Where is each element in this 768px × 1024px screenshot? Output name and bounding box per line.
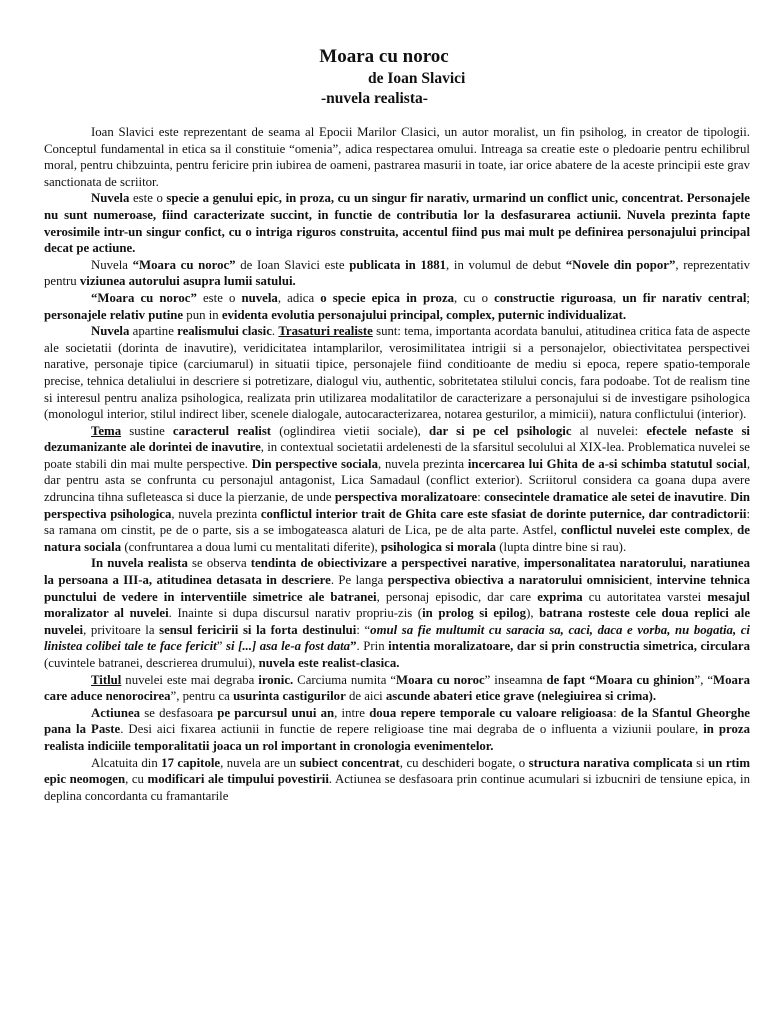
- text-run: , cu o: [454, 290, 495, 305]
- paragraph: [44, 190, 750, 256]
- text-run: “Moara cu noroc”: [91, 290, 197, 305]
- text-run: este o: [196, 290, 242, 305]
- text-run: Moara care aduce nenorocirea: [44, 672, 750, 704]
- text-run: , dar pentru asta se confrunta cu personajul antagonist, Lica Samadaul (conflict exterior). Scriitorul considera ca goana dupa avere zdruncina tihna sufleteasca si duce la pierzanie, de unde: [44, 456, 751, 505]
- text-run: psihologica si morala: [380, 539, 497, 554]
- text-run: Trasaturi realiste: [278, 324, 373, 339]
- text-run: Nuvela: [91, 257, 133, 272]
- text-run: personajele relativ putine: [44, 307, 184, 322]
- paragraph: [44, 555, 750, 671]
- text-run: de aici: [345, 689, 386, 704]
- text-run: nuvelei este mai degraba: [121, 672, 259, 687]
- text-run: ;: [746, 290, 750, 305]
- text-run: 17 capitole: [161, 755, 221, 770]
- text-run: specie a genului epic, in proza, cu un singur fir narativ, urmarind un conflict unic, concentrat. Personajele nu sunt numeroase, fiind caracterizate succint, in functie de contributia lor la desfasurarea actiunii. Nuvela prezinta fapte verosimile intr-un singur confict, cu o intriga riguros construita, accentul fiind pus mai mult pe definirea personajului principal decat pe actiune.: [44, 191, 750, 256]
- text-run: pe parcursul unui an: [217, 705, 335, 720]
- text-run: (confruntarea a doua lumi cu mentalitati diferite),: [121, 539, 381, 554]
- text-run: . Actiunea se desfasoara prin continue acumulari si izbucniri de tensiune epica, in deplina concordanta cu framantarile: [44, 772, 750, 803]
- text-run: ,: [516, 556, 524, 571]
- text-run: .: [271, 324, 279, 339]
- text-run: realismului clasic: [177, 324, 272, 339]
- text-run: pun in: [183, 307, 222, 322]
- text-run: batrana rosteste cele doua replici ale nuvelei: [44, 606, 750, 637]
- text-run: Din perspective sociala: [251, 456, 378, 471]
- text-run: sensul fericirii si la forta destinului: [159, 622, 357, 637]
- text-run: de Ioan Slavici este: [235, 257, 350, 272]
- text-run: ),: [526, 606, 540, 621]
- text-run: (lupta dintre bine si rau).: [496, 539, 627, 554]
- text-run: un rtim epic neomogen: [44, 755, 750, 787]
- paragraph: [44, 755, 750, 805]
- text-run: publicata in 1881: [349, 257, 447, 272]
- paragraph: [44, 124, 750, 190]
- text-run: Titlul: [91, 672, 122, 687]
- text-run: , cu deschideri bogate, o: [399, 755, 529, 770]
- text-run: al nuvelei:: [571, 423, 647, 438]
- paragraph: [44, 672, 750, 705]
- document-title: Moara cu noroc: [319, 46, 449, 67]
- text-run: , intre: [334, 705, 370, 720]
- text-run: “Moara cu noroc”: [132, 257, 236, 272]
- paragraph: [44, 323, 750, 423]
- text-run: se observa: [187, 556, 251, 571]
- text-run: ”: [216, 639, 226, 654]
- text-run: dar si pe cel psihologic: [429, 423, 572, 438]
- paragraph: [44, 705, 750, 755]
- text-run: mesajul moralizator al nuvelei: [44, 589, 750, 621]
- text-run: in prolog si epilog: [422, 606, 527, 621]
- text-run: : sa ramana om cinstit, pe de o parte, sis a se imbogateasca alaturi de Lica, pe de alta parte. Astfel,: [44, 506, 750, 538]
- text-run: ,: [613, 290, 623, 305]
- text-run: Ioan Slavici este reprezentant de seama al Epocii Marilor Clasici, un autor moralist, un fin psiholog, in creator de tipologii. Conceptul fundamental in etica sa il constituie “omenia”, adica respectarea omului. Intreaga sa creatie este o pledoarie pentru echilibrul moral, pentru chibzuinta, pentru fericire prin iubirea de oameni, pastrarea masurii in toate, iar orice abatere de la aceste principii este grav sanctionata de scriitor.: [44, 125, 750, 189]
- text-run: modificari ale timpului povestirii: [147, 772, 329, 787]
- text-run: . Pe langa: [330, 573, 388, 588]
- text-run: ”, pentru ca: [170, 689, 234, 704]
- text-run: , nuvela prezinta: [171, 506, 261, 521]
- text-run: (oglindirea vietii sociale),: [271, 423, 430, 438]
- text-run: , adica: [277, 290, 321, 305]
- text-run: Tema: [91, 423, 122, 438]
- text-run: nuvela: [241, 290, 278, 305]
- text-run: consecintele dramatice ale setei de inavutire: [484, 490, 724, 505]
- text-run: tendinta de obiectivizare a perspectivei narative: [250, 556, 517, 571]
- text-run: doua repere temporale cu valoare religioasa: [369, 705, 614, 720]
- text-run: se desfasoara: [140, 705, 218, 720]
- text-run: ascunde abateri etice grave (nelegiuirea si crima).: [385, 689, 657, 704]
- text-run: , nuvela prezinta: [378, 456, 468, 471]
- text-run: :: [477, 490, 485, 505]
- text-run: de la Sfantul Gheorghe pana la Paste: [44, 705, 750, 737]
- text-run: ” inseamna: [484, 672, 547, 687]
- text-run: , in volumul de debut: [446, 257, 566, 272]
- text-run: .: [723, 490, 731, 505]
- text-run: conflictul interior trait de Ghita care este sfasiat de dorinte puternice, dar contradictorii: [260, 506, 747, 521]
- text-run: , privitoare la: [83, 622, 160, 637]
- text-run: (cuvintele batranei, descrierea drumului),: [44, 656, 259, 670]
- text-run: si [...] asa le-a fost data: [226, 639, 351, 654]
- text-run: apartine: [129, 324, 178, 339]
- text-run: efectele nefaste si dezumanizante ale dorintei de inavutire: [44, 423, 750, 455]
- text-run: caracterul realist: [172, 423, 272, 438]
- text-run: Nuvela: [91, 324, 130, 339]
- text-run: Alcatuita din: [91, 755, 162, 770]
- text-run: perspectiva obiectiva a naratorului omnisicient: [387, 573, 650, 588]
- text-run: conflictul nuvelei este complex: [560, 523, 730, 538]
- text-run: , in contextual societatii ardelenesti de la sfarsitul secolului al XIX-lea. Problematica nuvelei se poate stabili din mai multe perspective.: [44, 440, 750, 471]
- text-run: , cu: [125, 772, 148, 787]
- paragraph: [44, 257, 750, 290]
- text-run: In nuvela realista: [91, 556, 188, 571]
- text-run: . Prin: [356, 639, 389, 654]
- text-run: . Desi aici fixarea actiunii in functie de repere religioase tine mai degraba de o influenta a viziunii poulare,: [120, 722, 704, 737]
- text-run: omul sa fie multumit cu saracia sa, caci, daca e vorba, nu bogatia, ci linistea colibei tale te face fericit: [44, 622, 750, 654]
- text-run: cu autoritatea varstei: [582, 589, 708, 604]
- text-run: ”: [350, 639, 357, 654]
- text-run: in proza realista indiciile temporalitatii joaca un rol important in cronologia evenimentelor.: [44, 722, 750, 753]
- text-run: nuvela este realist-clasica.: [258, 656, 400, 670]
- text-run: sunt: tema, importanta acordata banului, atitudinea critica fata de aspecte ale societatii (dorinta de inavutire), veridicitatea intamplarilor, verosimilitatea intrigii si a personajelor, obiectivitatea perspectivei narative, personaje tipice (carciumarul) in situatii tipice, personajele fiind conditioante de mediu si epoca, repere spatio-temporale precise, tehnica detaliului in descriere si potretizare, dialogul viu, authentic, sobritetatea stilului concis, fara podoabe. Tot de realism tine si interesul pentru analiza psihologica, realizata prin utilizarea modalitatilor de caracterizare a personajului si de investigare psihologica (monologul interior, stilul indirect liber, scenele dialogale, autocaracterizarea, notarea gesturilor, a mimicii), natura conflictului (interior).: [44, 324, 751, 422]
- text-run: : “: [356, 622, 371, 637]
- text-run: :: [613, 705, 621, 720]
- text-run: subiect concentrat: [299, 755, 400, 770]
- text-run: si: [692, 755, 709, 770]
- text-run: Actiunea: [91, 705, 141, 720]
- text-run: , nuvela are un: [220, 755, 300, 770]
- paragraph: [44, 290, 750, 323]
- text-run: viziunea autorului asupra lumii satului.: [79, 274, 296, 289]
- text-run: intentia moralizatoare, dar si prin constructia simetrica, circulara: [388, 639, 751, 654]
- text-run: constructie riguroasa: [494, 290, 614, 305]
- text-run: , reprezentativ pentru: [44, 257, 751, 289]
- text-run: , personaj episodic, dar care: [376, 589, 538, 604]
- text-run: usurinta castigurilor: [233, 689, 346, 704]
- text-run: . Inainte si dupa discursul narativ propriu-zis (: [168, 606, 423, 621]
- text-run: ironic.: [258, 672, 294, 687]
- text-run: este o: [129, 191, 167, 206]
- text-run: incercarea lui Ghita de a-si schimba statutul social: [467, 456, 747, 471]
- text-run: “Novele din popor”: [565, 257, 676, 272]
- text-run: impersonalitatea naratorului, naratiunea la persoana a III-a, atitudinea detasata in descriere: [44, 556, 751, 588]
- text-run: de natura sociala: [44, 523, 750, 554]
- text-run: de fapt “Moara cu ghinion: [546, 672, 695, 687]
- text-run: ,: [729, 523, 738, 538]
- text-run: Din perspectiva psihologica: [44, 490, 750, 521]
- text-run: exprima: [537, 589, 583, 604]
- document-author: de Ioan Slavici: [368, 70, 466, 87]
- text-run: Nuvela: [91, 191, 130, 206]
- paragraph: [44, 423, 750, 556]
- document-body: [44, 124, 750, 804]
- text-run: o specie epica in proza: [320, 290, 455, 305]
- text-run: structura narativa complicata: [528, 755, 693, 770]
- text-run: Moara cu noroc: [396, 672, 485, 687]
- text-run: intervine tehnica punctului de vedere in interventiile simetrice ale batranei: [44, 573, 750, 604]
- text-run: ”, “: [694, 672, 714, 687]
- text-run: sustine: [121, 423, 173, 438]
- text-run: evidenta evolutia personajului principal, complex, puternic individualizat.: [221, 307, 627, 322]
- text-run: un fir narativ central: [622, 290, 747, 305]
- document-subtitle: -nuvela realista-: [321, 90, 428, 107]
- text-run: Carciuma numita “: [293, 672, 396, 687]
- text-run: perspectiva moralizatoare: [334, 490, 478, 505]
- text-run: ,: [649, 573, 657, 588]
